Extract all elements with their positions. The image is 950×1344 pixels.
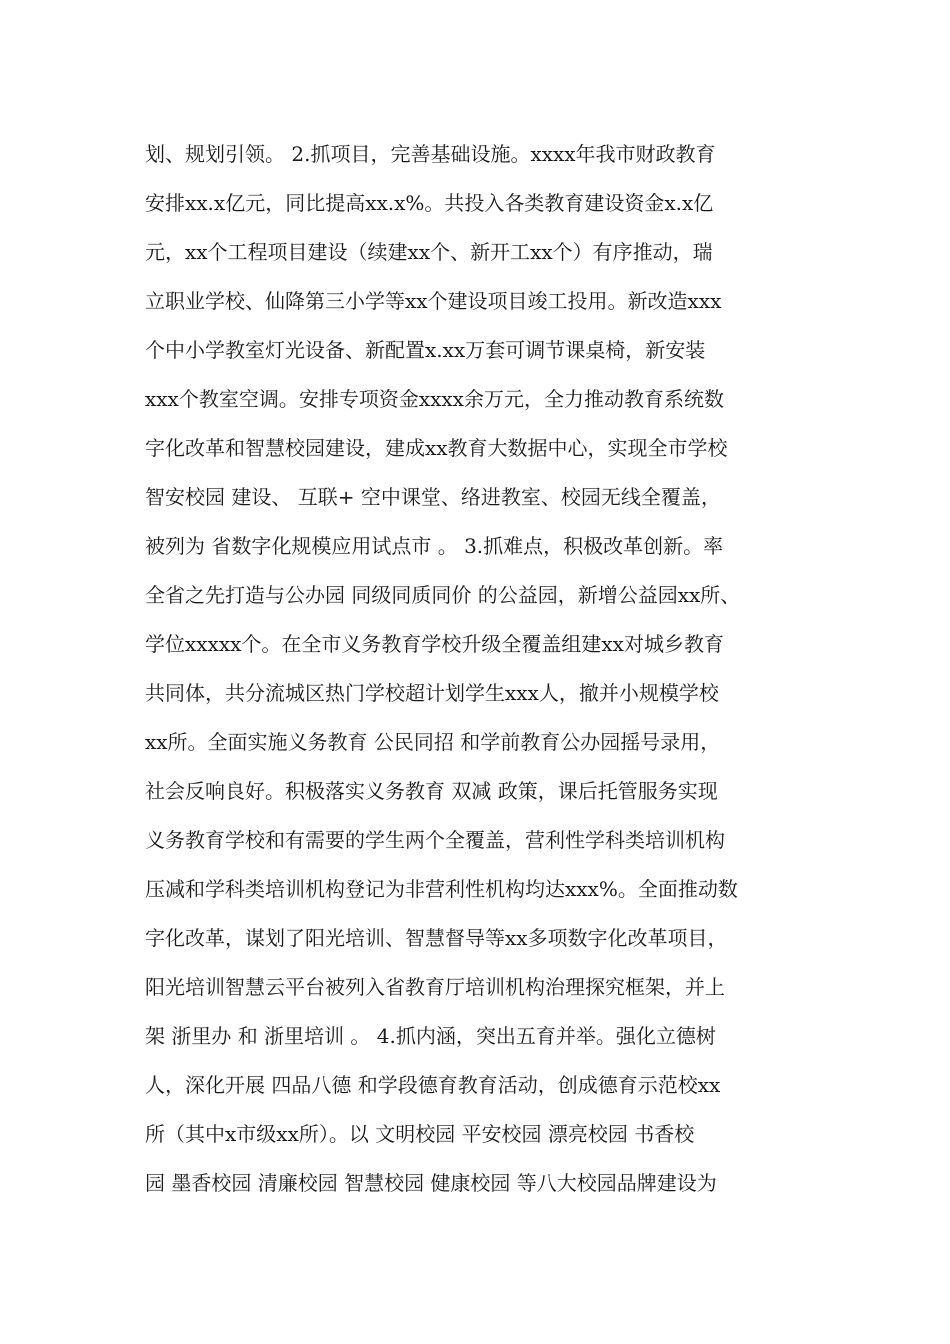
text-line: 义务教育学校和有需要的学生两个全覆盖，营利性学科类培训机构 bbox=[145, 828, 725, 852]
text-line: 人，深化开展 四品八德 和学段德育教育活动，创成德育示范校xx bbox=[145, 1073, 721, 1097]
text-line: xx所。全面实施义务教育 公民同招 和学前教育公办园摇号录用， bbox=[145, 730, 721, 754]
text-line: 字化改革，谋划了阳光培训、智慧督导等xx多项数字化改革项目， bbox=[145, 926, 728, 950]
text-line: 元，xx个工程项目建设（续建xx个、新开工xx个）有序推动，瑞 bbox=[145, 240, 713, 264]
text-line: 全省之先打造与公办园 同级同质同价 的公益园，新增公益园xx所、 bbox=[145, 583, 741, 607]
body-text bbox=[145, 133, 825, 1211]
text-line: 立职业学校、仙降第三小学等xx个建设项目竣工投用。新改造xxx bbox=[145, 289, 722, 313]
text-line: 社会反响良好。积极落实义务教育 双减 政策，课后托管服务实现 bbox=[145, 779, 718, 803]
text-line: 共同体，共分流城区热门学校超计划学生xxx人，撤并小规模学校 bbox=[145, 681, 719, 705]
text-line: 压减和学科类培训机构登记为非营利性机构均达xxx%。全面推动数 bbox=[145, 877, 738, 901]
text-line: xxx个教室空调。安排专项资金xxxx余万元，全力推动教育系统数 bbox=[145, 387, 724, 411]
text-line: 划、规划引领。 2.抓项目，完善基础设施。xxxx年我市财政教育 bbox=[145, 142, 716, 166]
text-line: 学位xxxxx个。在全市义务教育学校升级全覆盖组建xx对城乡教育 bbox=[145, 632, 724, 656]
text-line: 安排xx.x亿元，同比提高xx.x%。共投入各类教育建设资金x.x亿 bbox=[145, 191, 714, 215]
text-line: 所（其中x市级xx所）。以 文明校园 平安校园 漂亮校园 书香校 bbox=[145, 1122, 695, 1146]
text-line: 智安校园 建设、 互联+ 空中课堂、络进教室、校园无线全覆盖， bbox=[145, 485, 721, 509]
text-line: 架 浙里办 和 浙里培训 。 4.抓内涵，突出五育并举。强化立德树 bbox=[145, 1024, 716, 1048]
text-line: 阳光培训智慧云平台被列入省教育厅培训机构治理探究框架，并上 bbox=[145, 975, 725, 999]
text-line: 个中小学教室灯光设备、新配置x.xx万套可调节课桌椅，新安装 bbox=[145, 338, 706, 362]
text-line: 字化改革和智慧校园建设，建成xx教育大数据中心，实现全市学校 bbox=[145, 436, 728, 460]
text-line: 被列为 省数字化规模应用试点市 。 3.抓难点，积极改革创新。率 bbox=[145, 534, 724, 558]
text-line: 园 墨香校园 清廉校园 智慧校园 健康校园 等八大校园品牌建设为 bbox=[145, 1171, 717, 1195]
